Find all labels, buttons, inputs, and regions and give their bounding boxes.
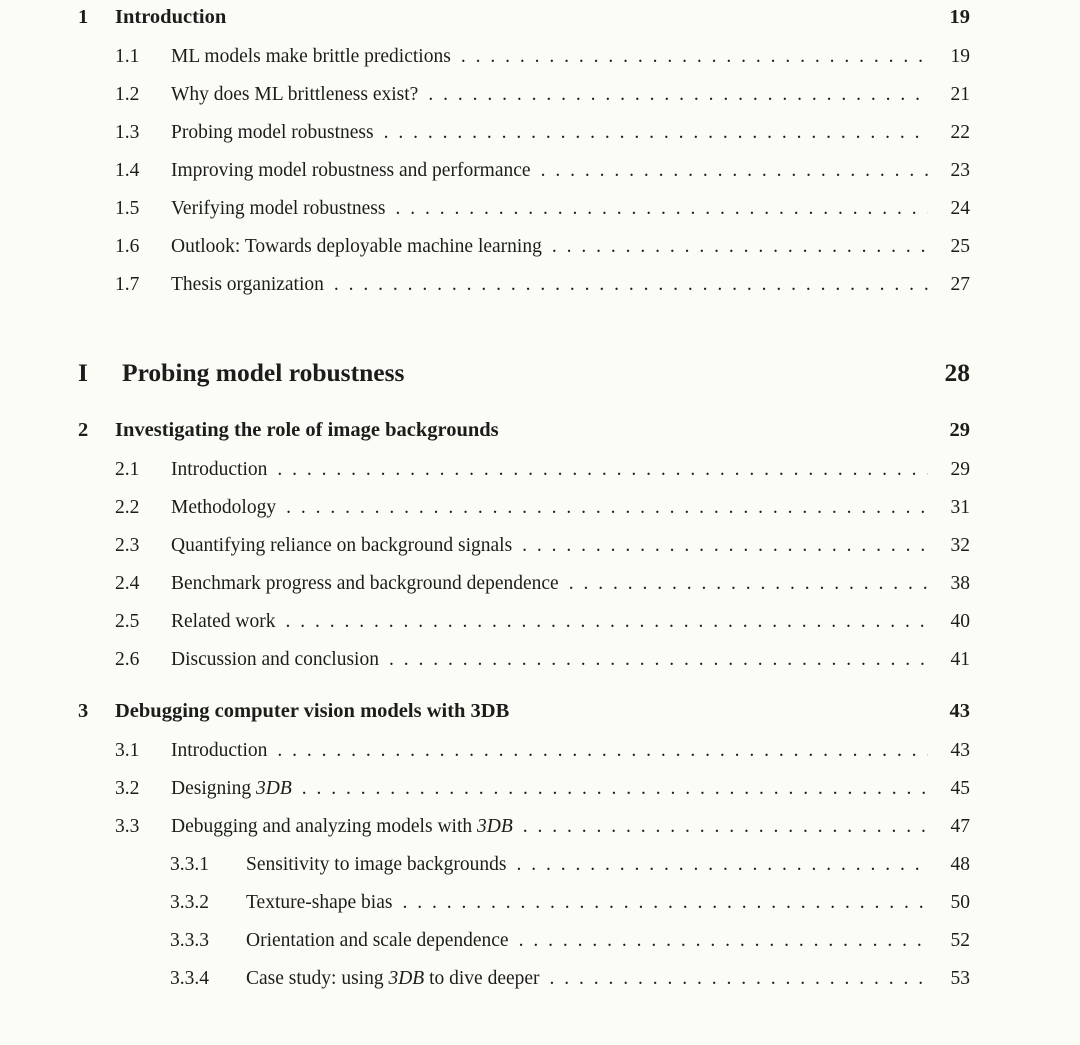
entry-title xyxy=(171,198,385,220)
entry-number: 3.3 xyxy=(115,816,140,837)
toc-entry-1.3[interactable] xyxy=(78,122,970,160)
dot-leader xyxy=(286,497,928,519)
entry-title xyxy=(171,497,276,519)
dot-leader xyxy=(277,740,928,762)
entry-number: 3.3.2 xyxy=(170,892,209,913)
toc-entry-2.5[interactable] xyxy=(78,611,970,649)
entry-title xyxy=(171,459,267,481)
entry-title xyxy=(246,930,509,952)
entry-title xyxy=(246,968,540,990)
toc-entry-1.1[interactable] xyxy=(78,46,970,84)
entry-title xyxy=(171,84,418,106)
entry-title-italic-segment: 3DB xyxy=(476,816,513,837)
entry-page-number: 52 xyxy=(950,930,970,951)
entry-title-segment: Introduction xyxy=(171,740,268,761)
entry-number: 1.1 xyxy=(115,46,140,67)
entry-title xyxy=(171,573,559,595)
entry-page-number: 31 xyxy=(950,497,970,518)
entry-title-segment: Investigating the role of image backgrounds xyxy=(115,419,499,441)
entry-number: 1.7 xyxy=(115,274,140,295)
entry-page-number: 19 xyxy=(949,6,970,28)
entry-title-segment: Designing xyxy=(171,778,257,799)
entry-title xyxy=(171,122,374,144)
entry-page-number: 25 xyxy=(950,236,970,257)
entry-title xyxy=(246,892,392,914)
entry-title xyxy=(171,160,531,182)
toc-entry-2.6[interactable] xyxy=(78,649,970,687)
entry-number: 3.1 xyxy=(115,740,140,761)
entry-title xyxy=(171,46,451,68)
entry-title-segment: Thesis organization xyxy=(171,274,324,295)
entry-title-segment: Introduction xyxy=(171,459,268,480)
toc-entry-1.6[interactable] xyxy=(78,236,970,274)
entry-title xyxy=(171,611,276,633)
entry-number: 3.3.3 xyxy=(170,930,209,951)
entry-number: 2.1 xyxy=(115,459,140,480)
entry-title xyxy=(171,740,267,762)
entry-title-segment: Benchmark progress and background dependence xyxy=(171,573,559,594)
toc-entry-3.3.4[interactable] xyxy=(78,968,970,1006)
toc-entry-1.5[interactable] xyxy=(78,198,970,236)
dot-leader xyxy=(552,236,928,258)
entry-number: 2.4 xyxy=(115,573,140,594)
toc-entry-3.3.1[interactable] xyxy=(78,854,970,892)
dot-leader xyxy=(428,84,928,106)
toc-entry-2.1[interactable] xyxy=(78,459,970,497)
entry-number: 1 xyxy=(78,6,89,28)
entry-page-number: 27 xyxy=(950,274,970,295)
toc-entry-2.2[interactable] xyxy=(78,497,970,535)
entry-title-segment: Probing model robustness xyxy=(122,358,405,387)
toc-entry-3.3.3[interactable] xyxy=(78,930,970,968)
entry-title-segment: Introduction xyxy=(115,6,227,28)
entry-number: 2.5 xyxy=(115,611,140,632)
entry-page-number: 47 xyxy=(950,816,970,837)
entry-number: 2.3 xyxy=(115,535,140,556)
entry-number: 2.2 xyxy=(115,497,140,518)
dot-leader xyxy=(286,611,928,633)
dot-leader xyxy=(384,122,928,144)
dot-leader xyxy=(402,892,928,914)
entry-page-number: 22 xyxy=(950,122,970,143)
entry-title-italic-segment: 3DB xyxy=(256,778,292,799)
entry-number: 1.3 xyxy=(115,122,140,143)
entry-title xyxy=(171,236,542,258)
entry-title xyxy=(171,535,512,557)
entry-page-number: 23 xyxy=(950,160,970,181)
entry-title xyxy=(115,419,499,442)
entry-number: 3.2 xyxy=(115,778,140,799)
dot-leader xyxy=(541,160,928,182)
entry-number: 3.3.4 xyxy=(170,968,209,989)
entry-title-segment: Orientation and scale dependence xyxy=(246,930,509,951)
entry-page-number: 43 xyxy=(950,740,970,761)
entry-title-segment: to dive deeper xyxy=(424,968,540,989)
entry-title-italic-segment: 3DB xyxy=(388,968,425,989)
dot-leader xyxy=(334,274,928,296)
entry-title xyxy=(122,358,404,388)
entry-number: 2 xyxy=(78,419,89,441)
dot-leader xyxy=(550,968,928,990)
entry-number: 3 xyxy=(78,700,89,722)
entry-number: 1.5 xyxy=(115,198,140,219)
entry-page-number: 19 xyxy=(950,46,970,67)
dot-leader xyxy=(461,46,928,68)
entry-title-segment: Sensitivity to image backgrounds xyxy=(246,854,507,875)
entry-number: I xyxy=(78,358,88,387)
entry-title-segment: Why does ML brittleness exist? xyxy=(171,84,419,105)
toc-entry-3[interactable] xyxy=(78,700,970,740)
dot-leader xyxy=(277,459,928,481)
entry-title xyxy=(115,700,509,723)
entry-title-segment: Quantifying reliance on background signals xyxy=(171,535,513,556)
toc-entry-2.3[interactable] xyxy=(78,535,970,573)
toc-entry-1.2[interactable] xyxy=(78,84,970,122)
entry-title xyxy=(115,6,226,29)
entry-page-number: 28 xyxy=(944,358,970,387)
dot-leader xyxy=(395,198,928,220)
entry-title-segment: Probing model robustness xyxy=(171,122,374,143)
dot-leader xyxy=(302,778,928,800)
entry-title-segment: Methodology xyxy=(171,497,277,518)
entry-title-segment: Debugging and analyzing models with xyxy=(171,816,477,837)
entry-title-segment: Improving model robustness and performance xyxy=(171,160,531,181)
entry-number: 3.3.1 xyxy=(170,854,209,875)
entry-page-number: 38 xyxy=(950,573,970,594)
entry-title-segment: Discussion and conclusion xyxy=(171,649,379,670)
toc-entry-3.1[interactable] xyxy=(78,740,970,778)
entry-page-number: 40 xyxy=(950,611,970,632)
entry-title xyxy=(171,778,292,800)
entry-title-segment: Debugging computer vision models with 3DB xyxy=(115,700,510,722)
entry-title-segment: Verifying model robustness xyxy=(171,198,386,219)
toc-entry-1.7[interactable] xyxy=(78,274,970,312)
entry-title xyxy=(171,816,513,838)
entry-page-number: 50 xyxy=(950,892,970,913)
dot-leader xyxy=(523,816,928,838)
entry-page-number: 29 xyxy=(950,459,970,480)
dot-leader xyxy=(517,854,928,876)
dot-leader xyxy=(389,649,928,671)
dot-leader xyxy=(569,573,928,595)
entry-page-number: 21 xyxy=(950,84,970,105)
entry-title-segment: Case study: using xyxy=(246,968,389,989)
toc-entry-I[interactable] xyxy=(78,358,970,406)
toc-entry-1[interactable] xyxy=(78,6,970,46)
entry-page-number: 24 xyxy=(950,198,970,219)
toc-entry-2[interactable] xyxy=(78,419,970,459)
toc-entry-1.4[interactable] xyxy=(78,160,970,198)
entry-page-number: 43 xyxy=(949,700,970,722)
entry-number: 1.4 xyxy=(115,160,140,181)
entry-page-number: 32 xyxy=(950,535,970,556)
toc-entry-3.3[interactable] xyxy=(78,816,970,854)
entry-page-number: 29 xyxy=(949,419,970,441)
entry-title-segment: ML models make brittle predictions xyxy=(171,46,451,67)
entry-title-segment: Outlook: Towards deployable machine learning xyxy=(171,236,542,257)
entry-title xyxy=(171,649,379,671)
dot-leader xyxy=(519,930,928,952)
entry-number: 1.2 xyxy=(115,84,140,105)
dot-leader xyxy=(522,535,928,557)
entry-title xyxy=(246,854,507,876)
entry-page-number: 48 xyxy=(950,854,970,875)
entry-number: 2.6 xyxy=(115,649,140,670)
entry-page-number: 41 xyxy=(950,649,970,670)
entry-title-segment: Related work xyxy=(171,611,276,632)
entry-title-segment: Texture-shape bias xyxy=(246,892,393,913)
entry-page-number: 45 xyxy=(950,778,970,799)
toc-entry-2.4[interactable] xyxy=(78,573,970,611)
entry-number: 1.6 xyxy=(115,236,140,257)
entry-title xyxy=(171,274,324,296)
toc-entry-3.2[interactable] xyxy=(78,778,970,816)
toc-entry-3.3.2[interactable] xyxy=(78,892,970,930)
entry-page-number: 53 xyxy=(950,968,970,989)
